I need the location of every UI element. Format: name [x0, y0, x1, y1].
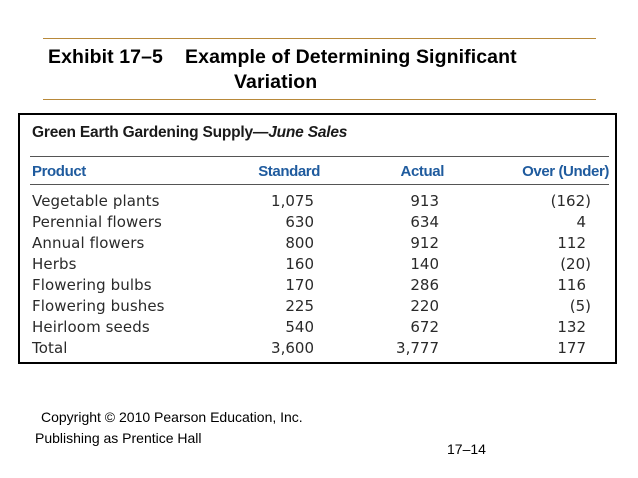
cell-standard: 170 — [285, 276, 314, 294]
cell-over-under: 177 — [557, 339, 586, 357]
column-header-standard: Standard — [258, 163, 320, 180]
cell-over-under: (162) — [550, 192, 591, 210]
cell-product: Perennial flowers — [32, 213, 162, 231]
cell-over-under: 4 — [576, 213, 586, 231]
cell-standard: 1,075 — [271, 192, 314, 210]
table-row-total — [20, 338, 615, 359]
table-row — [20, 191, 615, 212]
table-row — [20, 212, 615, 233]
cell-standard: 160 — [285, 255, 314, 273]
cell-standard: 3,600 — [271, 339, 314, 357]
table-row — [20, 317, 615, 338]
cell-actual: 634 — [410, 213, 439, 231]
cell-actual: 3,777 — [396, 339, 439, 357]
cell-over-under: (20) — [560, 255, 591, 273]
table-row — [20, 254, 615, 275]
table-title-company: Green Earth Gardening Supply— — [32, 124, 269, 141]
table-body — [20, 191, 615, 359]
table-title-month: June Sales — [268, 124, 348, 141]
cell-product: Herbs — [32, 255, 77, 273]
cell-actual: 913 — [410, 192, 439, 210]
exhibit-title-line-2: Variation — [234, 71, 318, 93]
slide-number: 17–14 — [447, 441, 486, 457]
cell-over-under: 112 — [557, 234, 586, 252]
table-row — [20, 296, 615, 317]
cell-product: Flowering bulbs — [32, 276, 152, 294]
table-row — [20, 275, 615, 296]
cell-actual: 672 — [410, 318, 439, 336]
column-header-product: Product — [32, 163, 86, 180]
cell-product: Annual flowers — [32, 234, 145, 252]
exhibit-title-line-1: Example of Determining Significant — [185, 46, 517, 68]
publisher-text: Publishing as Prentice Hall — [35, 430, 202, 446]
cell-product: Heirloom seeds — [32, 318, 150, 336]
cell-standard: 800 — [285, 234, 314, 252]
bottom-divider — [43, 99, 596, 100]
cell-over-under: 116 — [557, 276, 586, 294]
cell-over-under: (5) — [569, 297, 591, 315]
header-bottom-rule — [30, 184, 609, 185]
copyright-footer — [35, 407, 303, 449]
copyright-text: Copyright © 2010 Pearson Education, Inc. — [41, 409, 303, 425]
top-divider — [43, 38, 596, 39]
table-title — [32, 124, 347, 142]
sales-table — [18, 113, 617, 364]
cell-actual: 140 — [410, 255, 439, 273]
heading-line-1 — [48, 45, 517, 70]
table-row — [20, 233, 615, 254]
cell-product: Flowering bushes — [32, 297, 165, 315]
column-header-actual: Actual — [400, 163, 444, 180]
cell-standard: 225 — [285, 297, 314, 315]
column-header-over-under: Over (Under) — [522, 163, 609, 180]
cell-actual: 912 — [410, 234, 439, 252]
cell-standard: 540 — [285, 318, 314, 336]
cell-product: Vegetable plants — [32, 192, 160, 210]
exhibit-number: Exhibit 17–5 — [48, 46, 164, 68]
exhibit-heading — [48, 45, 517, 95]
cell-actual: 286 — [410, 276, 439, 294]
header-top-rule — [30, 156, 609, 157]
cell-standard: 630 — [285, 213, 314, 231]
cell-over-under: 132 — [557, 318, 586, 336]
cell-actual: 220 — [410, 297, 439, 315]
cell-product: Total — [32, 339, 68, 357]
